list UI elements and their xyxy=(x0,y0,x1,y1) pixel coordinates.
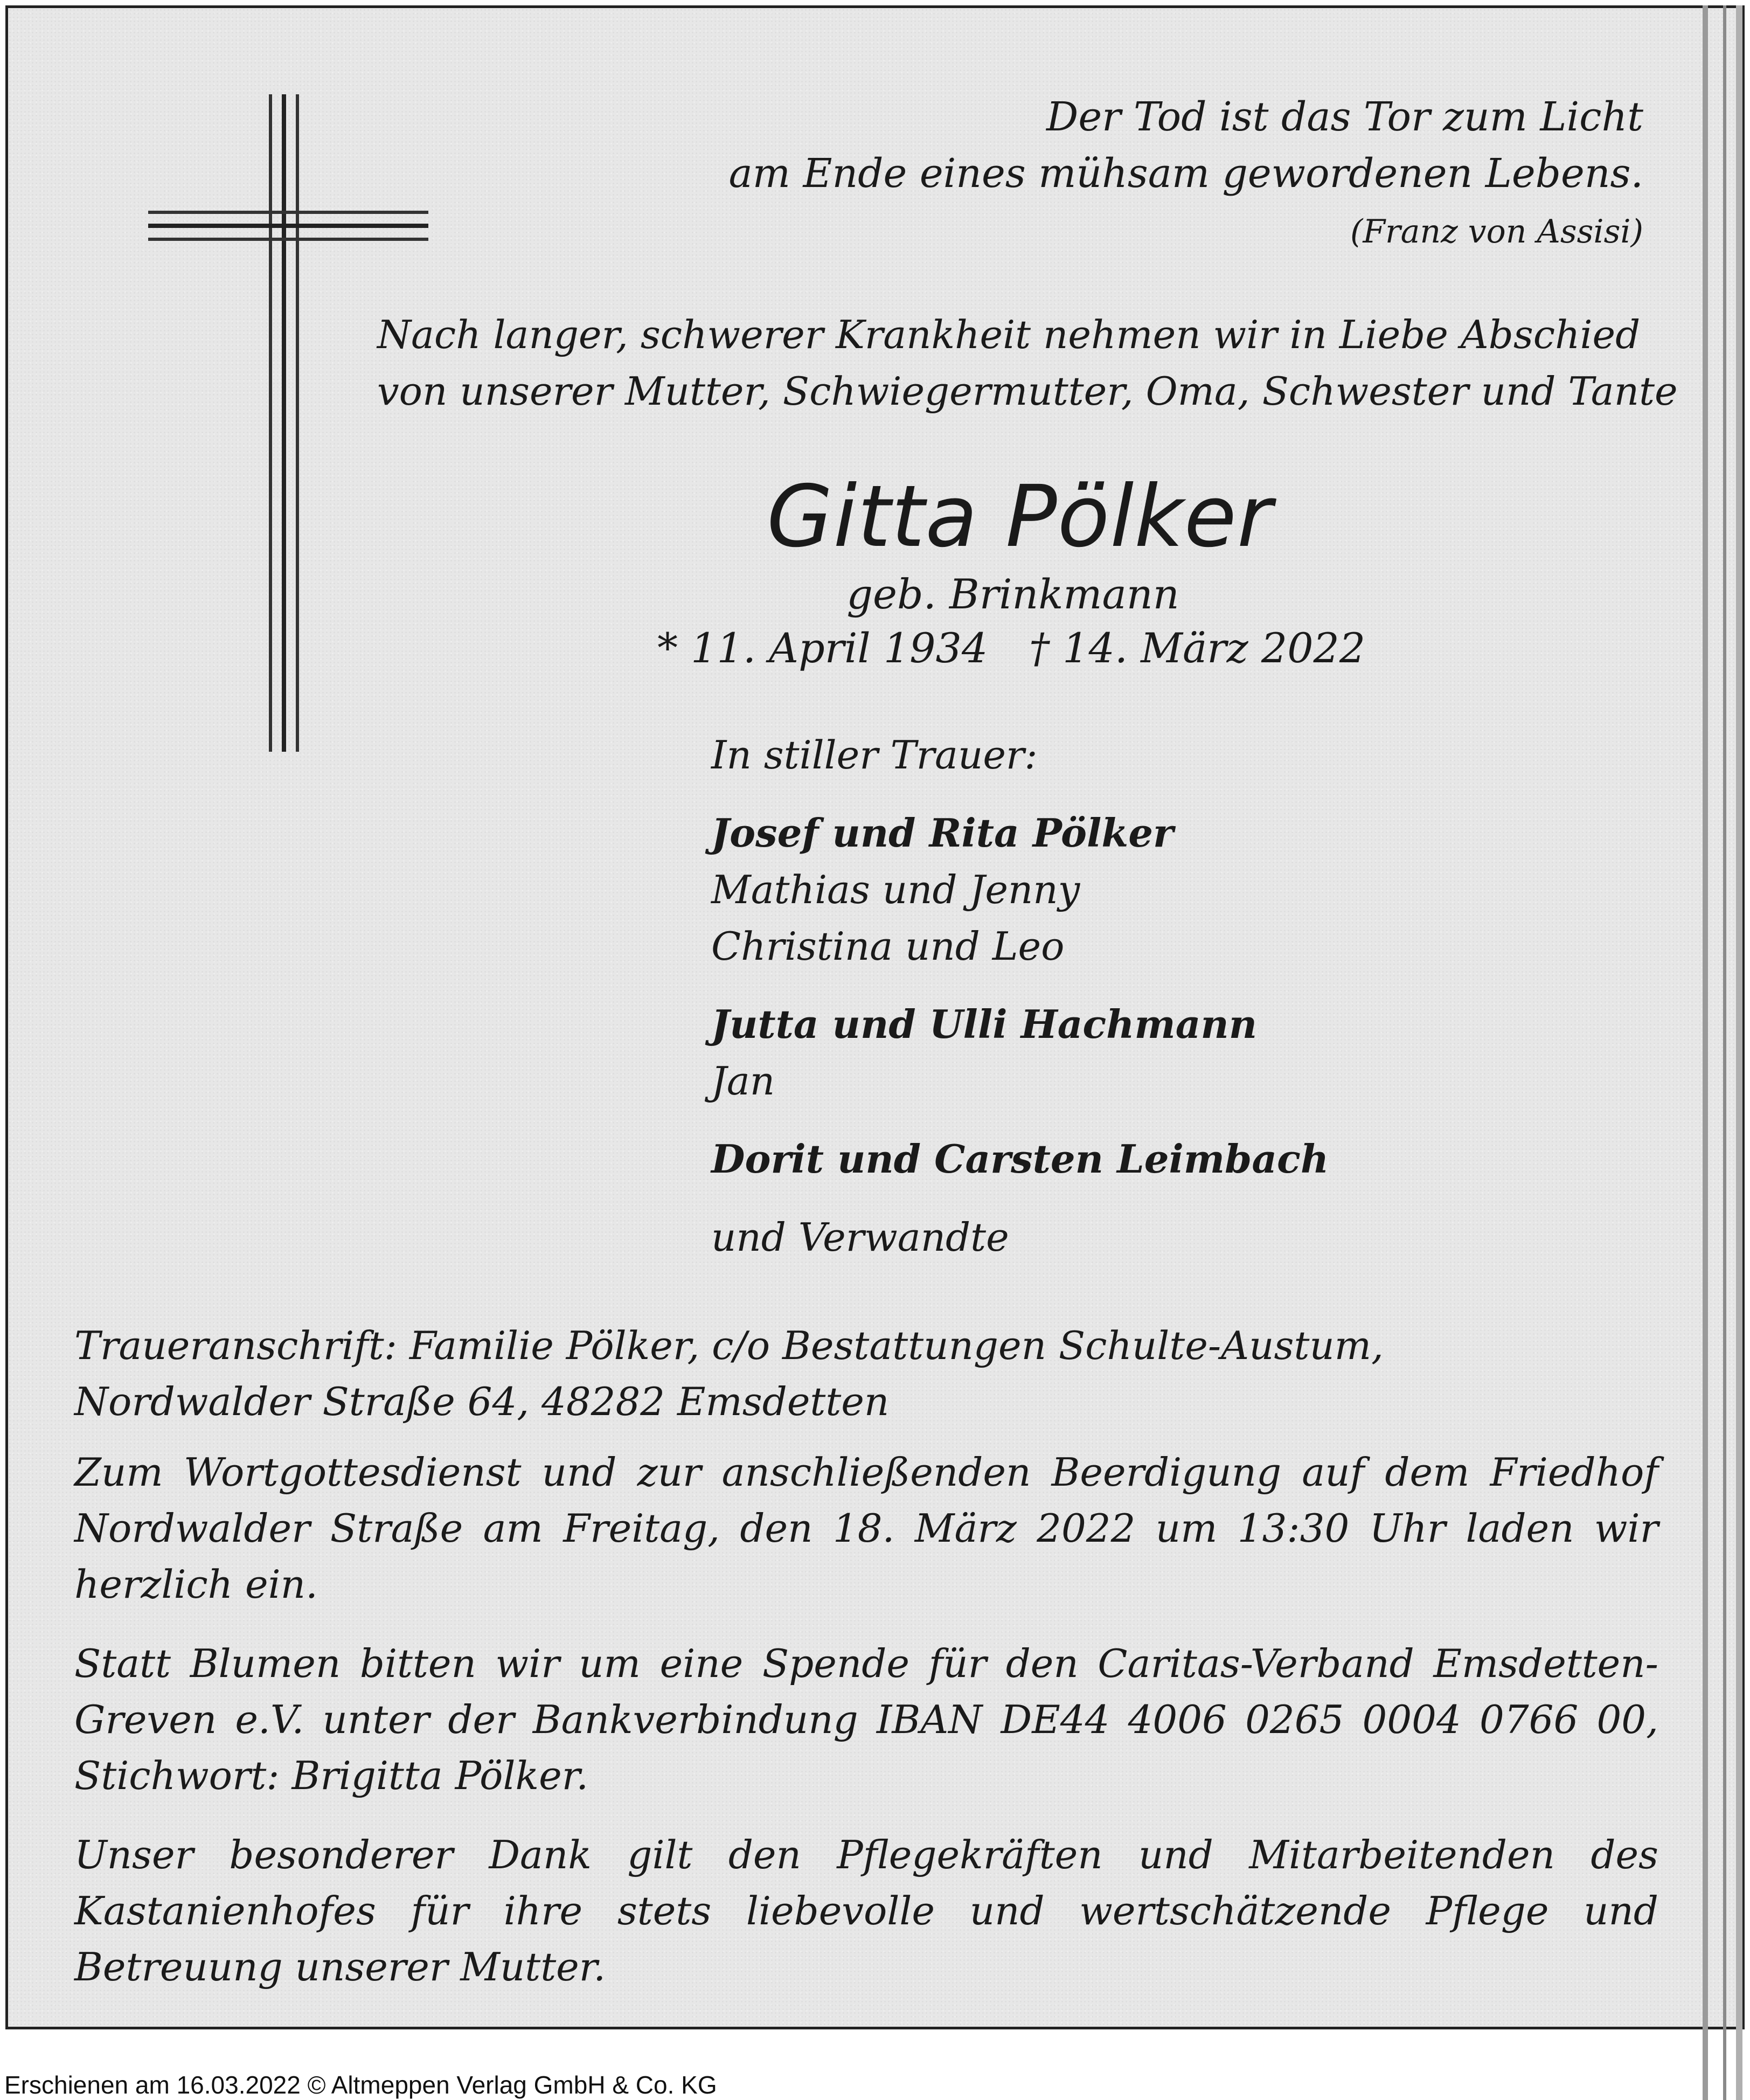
quote-line-2: am Ende eines mühsam gewordenen Lebens. xyxy=(728,150,1643,197)
address-line-2: Nordwalder Straße 64, 48282 Emsdetten xyxy=(74,1379,890,1424)
mourning-address xyxy=(74,1318,1658,1430)
birth-date: * 11. April 1934 xyxy=(657,624,988,672)
page-edge-shadow xyxy=(1703,5,1708,2100)
thanks-paragraph: Unser besonderer Dank gilt den Pflegekräften und Mitarbeitenden des Kastanienhofes für ihre stets liebevolle und wertschätzende Pflege und Betreuung unserer Mutter. xyxy=(74,1832,1658,1990)
intro-line-1: Nach langer, schwerer Krankheit nehmen wir in Liebe Abschied xyxy=(377,312,1641,357)
quote-line-1: Der Tod ist das Tor zum Licht xyxy=(1046,94,1643,140)
publication-footer: Erschienen am 16.03.2022 © Altmeppen Verlag GmbH & Co. KG xyxy=(4,2071,717,2099)
obituary-card xyxy=(5,5,1745,2029)
mourner-family-2: Jutta und Ulli Hachmann xyxy=(711,1001,1258,1047)
intro-line-2: von unserer Mutter, Schwiegermutter, Oma, Schwester und Tante xyxy=(377,369,1678,414)
page-edge-shadow xyxy=(1736,5,1742,2100)
birth-name: geb. Brinkmann xyxy=(846,570,1179,618)
mourner-family-1-member-a: Mathias und Jenny xyxy=(711,867,1080,912)
mourners-relatives: und Verwandte xyxy=(711,1215,1009,1260)
mourners-label: In stiller Trauer: xyxy=(711,732,1038,778)
death-date: † 14. März 2022 xyxy=(1029,624,1366,672)
mourner-family-1: Josef und Rita Pölker xyxy=(711,810,1173,856)
cross-icon xyxy=(148,94,428,752)
service-paragraph: Zum Wortgottesdienst und zur anschließenden Beerdigung auf dem Friedhof Nordwalder Straße am Freitag, den 18. März 2022 um 13:30 Uhr laden wir herzlich ein. xyxy=(74,1450,1658,1607)
quote-author: (Franz von Assisi) xyxy=(1350,213,1643,251)
page-edge-shadow xyxy=(1723,5,1726,2100)
mourner-family-2-member-a: Jan xyxy=(711,1058,775,1104)
donation-paragraph: Statt Blumen bitten wir um eine Spende für den Caritas-Verband Emsdetten-Greven e.V. unter der Bankverbindung IBAN DE44 4006 0265 0004 0766 00, Stichwort: Brigitta Pölker. xyxy=(74,1641,1658,1798)
mourner-family-3: Dorit und Carsten Leimbach xyxy=(711,1136,1329,1182)
mourner-family-1-member-b: Christina und Leo xyxy=(711,924,1065,969)
address-line-1: Traueranschrift: Familie Pölker, c/o Bestattungen Schulte-Austum, xyxy=(74,1323,1384,1368)
deceased-name: Gitta Pölker xyxy=(767,467,1273,566)
